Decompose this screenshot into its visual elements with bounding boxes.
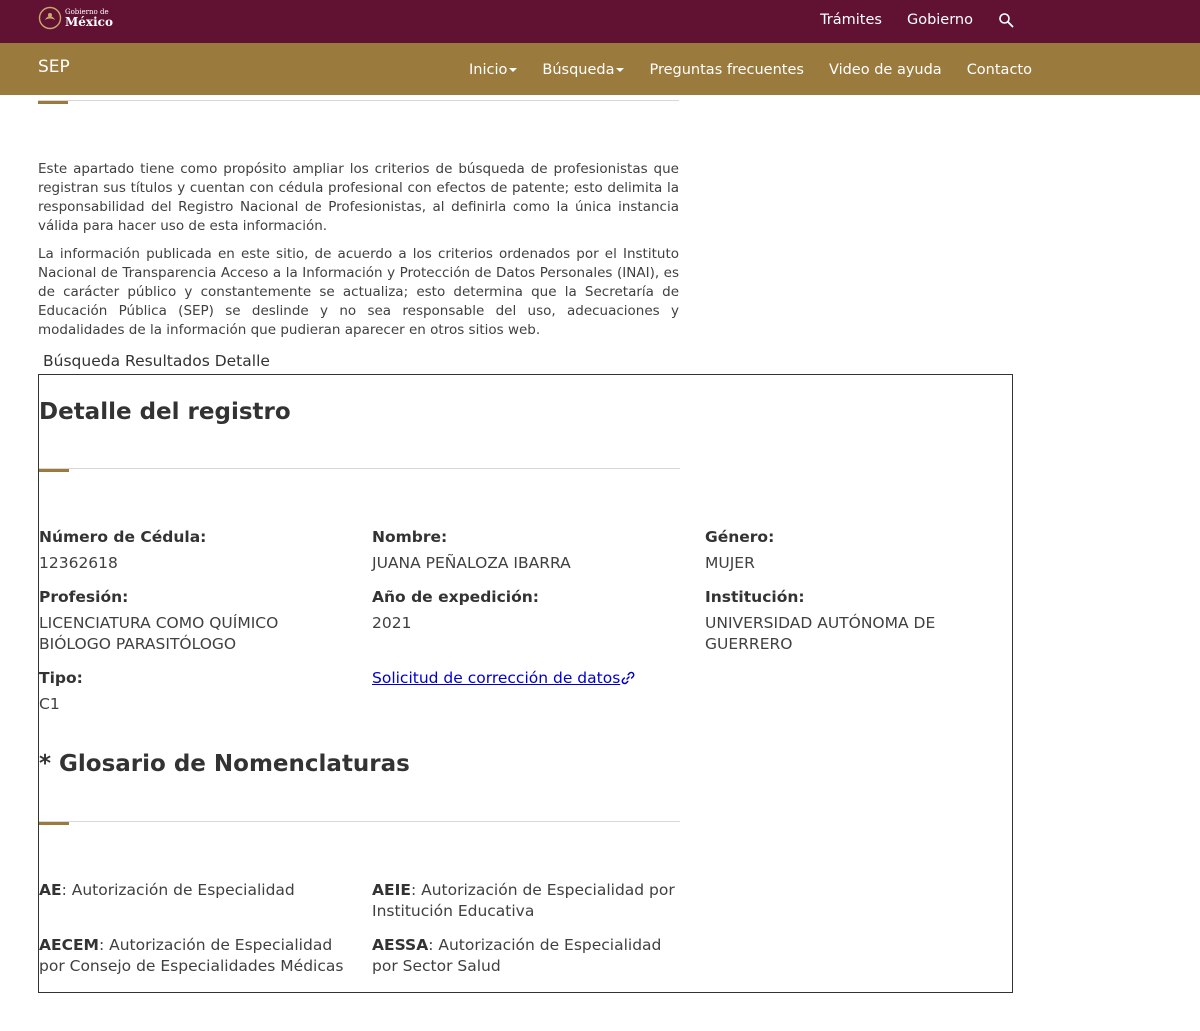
- nombre-value: JUANA PEÑALOZA IBARRA: [372, 554, 571, 572]
- cedula-value: 12362618: [39, 554, 118, 572]
- institucion-value-line2: GUERRERO: [705, 635, 793, 653]
- nav-video-de-ayuda[interactable]: Video de ayuda: [828, 62, 942, 78]
- sep-nav-menu: [469, 62, 1057, 78]
- section-divider: [38, 100, 679, 101]
- caret-down-icon: [509, 68, 517, 72]
- intro-paragraph-1: Este apartado tiene como propósito ampliar los criterios de búsqueda de profesionistas que registran sus títulos y cuentan con cédula profesional con efectos de patente; esto delimita la responsabilidad del Registro Nacional de Profesionistas, al definirla como la única instancia válida para hacer uso de esta información.: [38, 161, 679, 234]
- sep-brand[interactable]: SEP: [38, 57, 70, 77]
- genero-label: Género:: [705, 528, 775, 546]
- nav-tramites[interactable]: Trámites: [820, 12, 882, 28]
- government-nav: [820, 0, 1200, 40]
- glossary-code: AESSA: [372, 936, 429, 954]
- glossary-description-cont: Institución Educativa: [372, 902, 535, 920]
- anio-expedicion-label: Año de expedición:: [372, 588, 539, 606]
- glossary-item-ae: [39, 880, 295, 901]
- institucion-label: Institución:: [705, 588, 805, 606]
- detail-title: Detalle del registro: [39, 399, 291, 425]
- detail-panel: [38, 374, 1013, 993]
- glossary-description: : Autorización de Especialidad por: [410, 881, 675, 899]
- logo-big-text: México: [65, 14, 113, 29]
- chain-link-icon: [621, 671, 635, 685]
- nav-gobierno[interactable]: Gobierno: [906, 12, 973, 28]
- glossary-code: AEIE: [372, 881, 411, 899]
- search-icon[interactable]: [998, 12, 1014, 28]
- correction-link-label: Solicitud de corrección de datos: [372, 669, 621, 687]
- nav-busqueda-label: Búsqueda: [542, 62, 615, 78]
- intro-paragraph-2: La información publicada en este sitio, de acuerdo a los criterios ordenados por el Instituto Nacional de Transparencia Acceso a la Información y Protección de Datos Personales (INAI), es de carácter público y constantemente se actualiza; esto determina que la Secretaría de Educación Pública (SEP) se deslinde y no sea responsable del uso, adecuaciones y modalidades de la información que pudieran aparecer en otros sitios web.: [38, 246, 679, 338]
- caret-down-icon: [616, 68, 624, 72]
- glossary-description: : Autorización de Especialidad: [428, 936, 662, 954]
- glossary-item-aeie: [372, 880, 675, 922]
- glossary-item-aessa: [372, 935, 661, 977]
- profesion-label: Profesión:: [39, 588, 129, 606]
- gobierno-de-mexico-logo[interactable]: [38, 5, 113, 31]
- sep-navbar: [0, 43, 1200, 95]
- nav-inicio-dropdown[interactable]: [469, 62, 517, 78]
- nav-inicio-label: Inicio: [469, 62, 508, 78]
- logo-wordmark: [65, 9, 113, 28]
- glossary-description: : Autorización de Especialidad: [61, 881, 295, 899]
- institucion-value-line1: UNIVERSIDAD AUTÓNOMA DE: [705, 614, 936, 632]
- detail-divider: [39, 468, 680, 469]
- glossary-description: : Autorización de Especialidad: [98, 936, 333, 954]
- logo-small-text: Gobierno de: [65, 7, 109, 16]
- profesion-value-line1: LICENCIATURA COMO QUÍMICO: [39, 614, 279, 632]
- eagle-emblem-icon: [38, 6, 62, 30]
- glossary-code: AE: [39, 881, 62, 899]
- correction-request-link[interactable]: [372, 669, 635, 687]
- nav-contacto[interactable]: Contacto: [966, 62, 1032, 78]
- cedula-label: Número de Cédula:: [39, 528, 207, 546]
- anio-expedicion-value: 2021: [372, 614, 412, 632]
- profesion-value-line2: BIÓLOGO PARASITÓLOGO: [39, 635, 237, 653]
- nav-busqueda-dropdown[interactable]: [542, 62, 624, 78]
- glossary-description-cont: por Sector Salud: [372, 957, 501, 975]
- glossary-divider: [39, 821, 680, 822]
- government-header: [0, 0, 1200, 43]
- genero-value: MUJER: [705, 554, 755, 572]
- glossary-item-aecem: [39, 935, 343, 977]
- nombre-label: Nombre:: [372, 528, 448, 546]
- glossary-code: AECEM: [39, 936, 99, 954]
- glossary-description-cont: por Consejo de Especialidades Médicas: [39, 957, 344, 975]
- breadcrumb: Búsqueda Resultados Detalle: [43, 352, 270, 370]
- nav-preguntas-frecuentes[interactable]: Preguntas frecuentes: [649, 62, 804, 78]
- glossary-title: * Glosario de Nomenclaturas: [39, 751, 410, 777]
- tipo-value: C1: [39, 695, 60, 713]
- tipo-label: Tipo:: [39, 669, 83, 687]
